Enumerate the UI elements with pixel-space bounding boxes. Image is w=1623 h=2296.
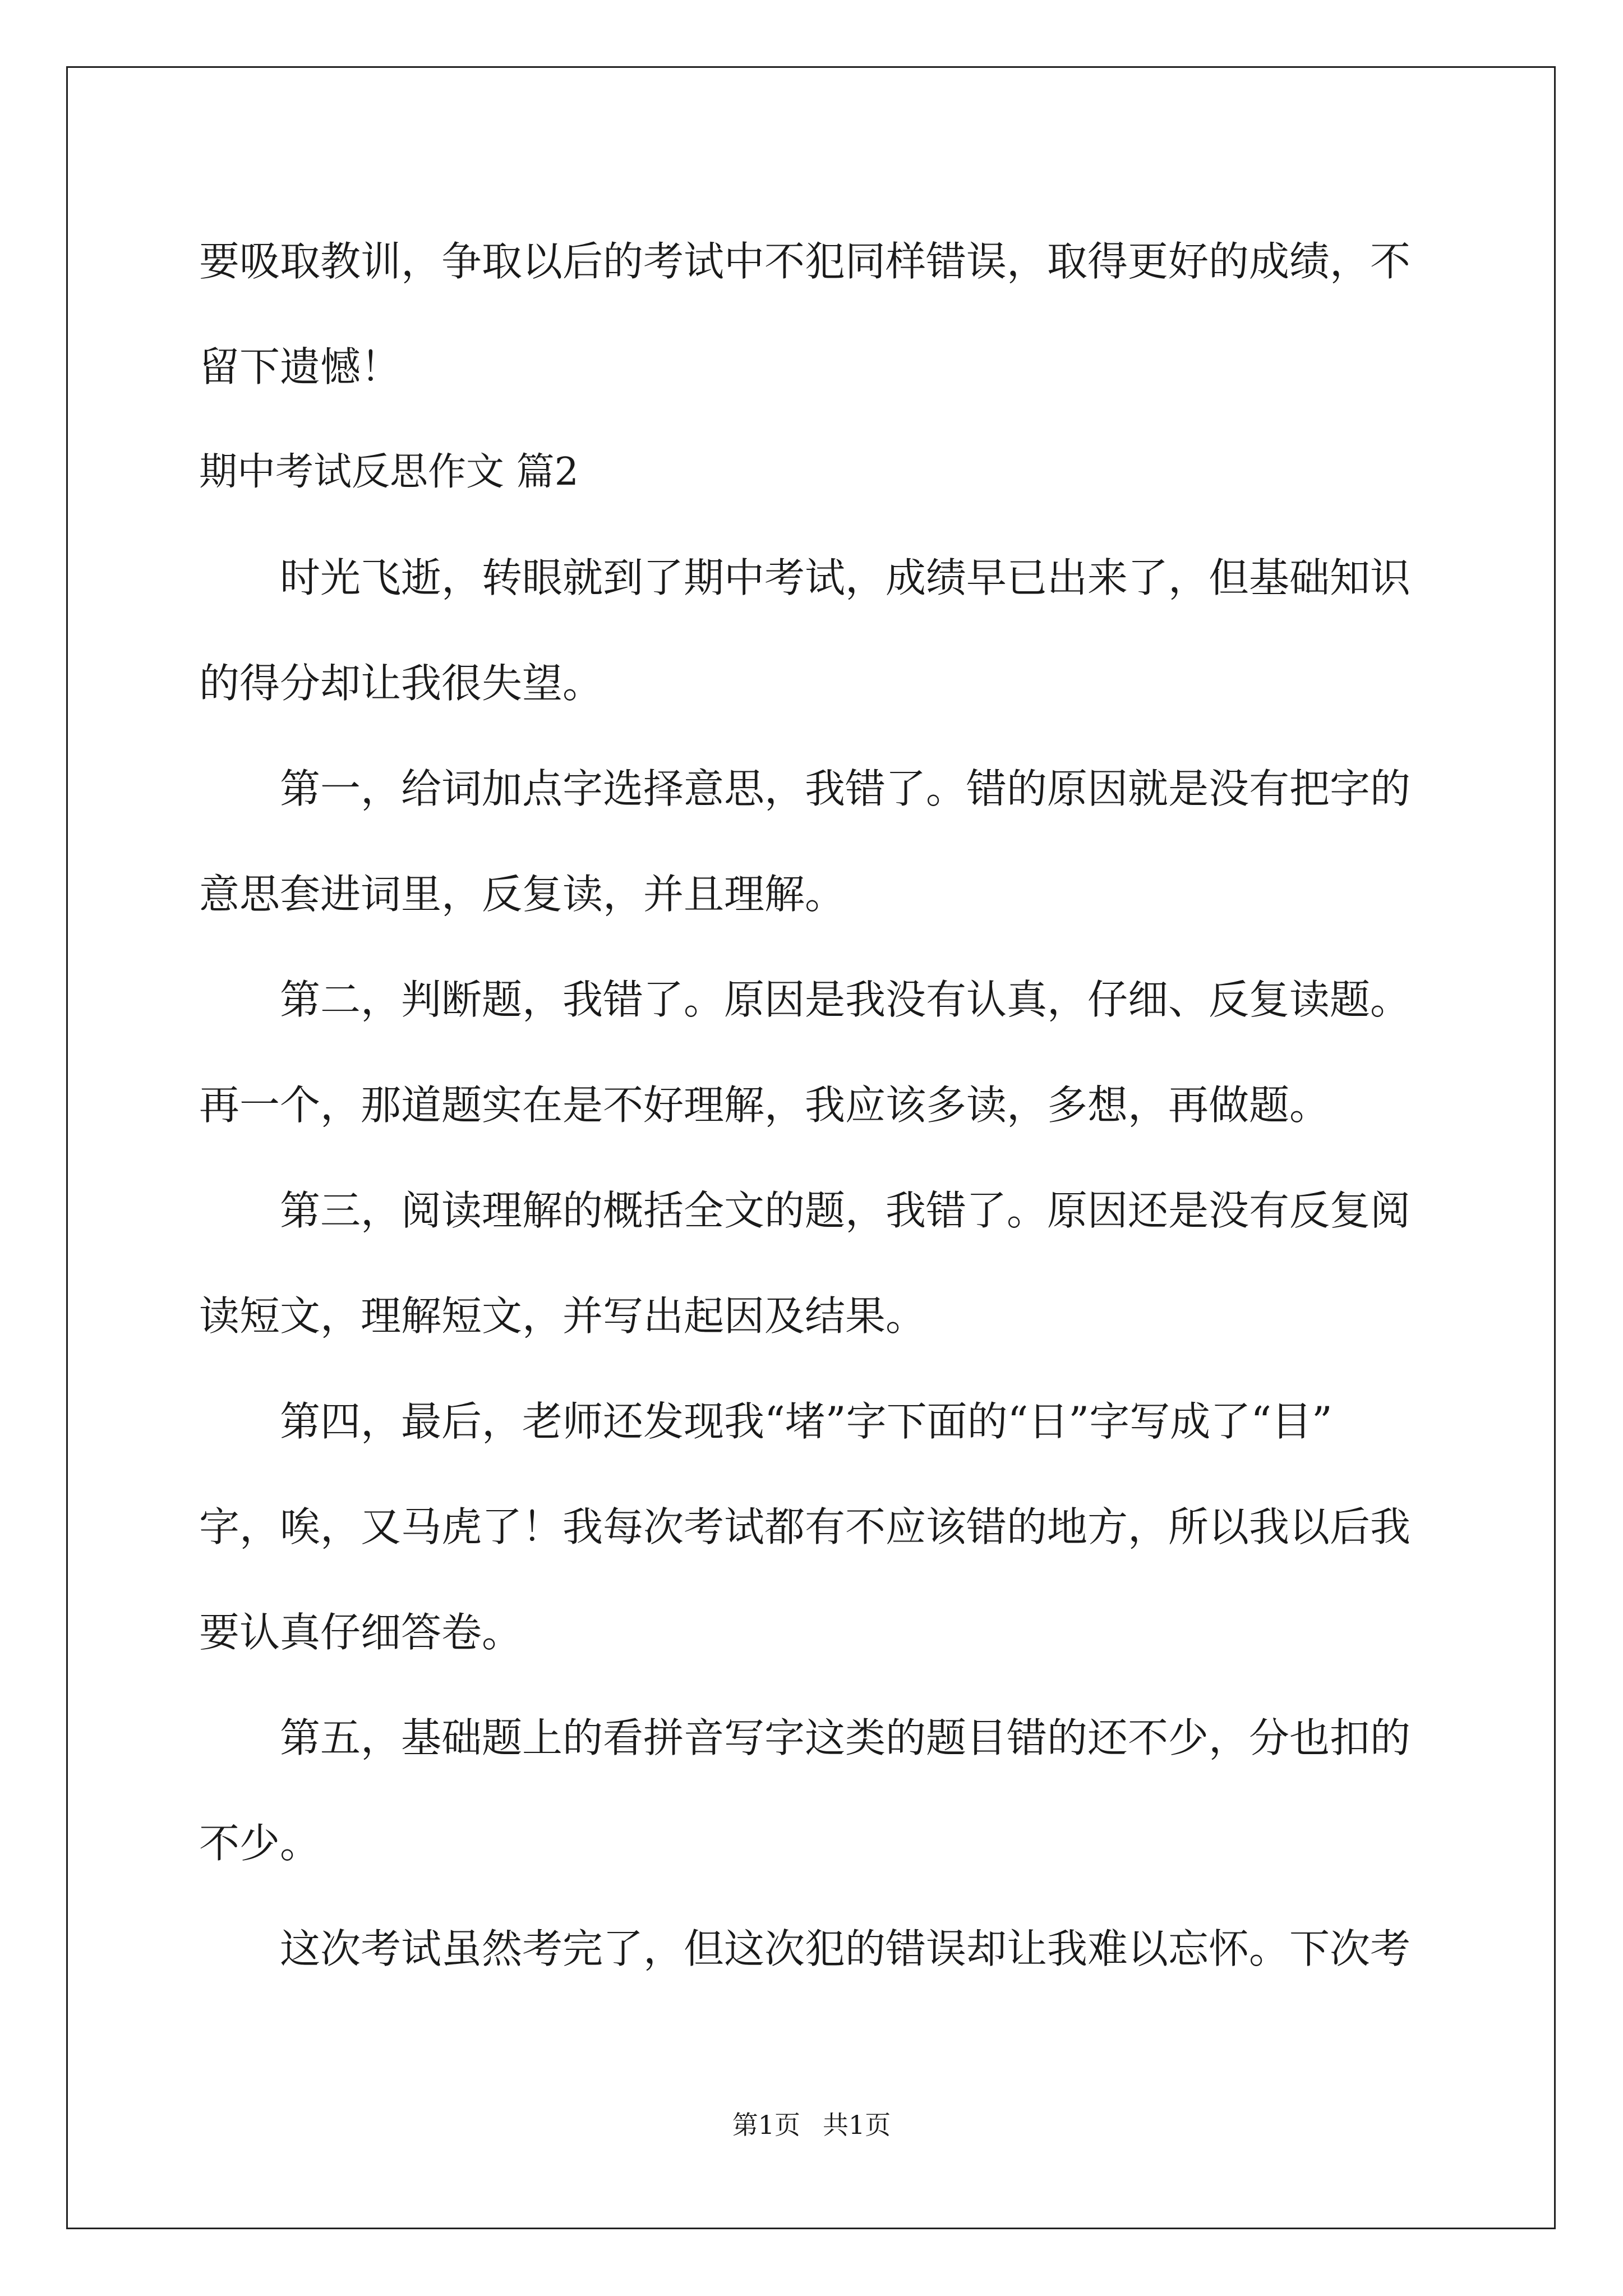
text-line-17: 这次考试虽然考完了，但这次犯的错误却让我难以忘怀。下次考 [280, 1925, 1411, 1972]
page-total: 共1页 [823, 2110, 891, 2140]
page-footer [0, 2108, 1623, 2142]
text-line-6: 第一，给词加点字选择意思，我错了。错的原因就是没有把字的 [280, 765, 1411, 812]
text-line-8: 第二，判断题，我错了。原因是我没有认真，仔细、反复读题。 [280, 976, 1411, 1023]
text-line-7: 意思套进词里，反复读，并且理解。 [199, 871, 846, 918]
text-line-14: 要认真仔细答卷。 [199, 1609, 523, 1656]
text-line-16: 不少。 [199, 1820, 321, 1867]
text-line-13: 字，唉，又马虎了！我每次考试都有不应该错的地方，所以我以后我 [199, 1503, 1411, 1550]
text-line-9: 再一个，那道题实在是不好理解，我应该多读，多想，再做题。 [199, 1082, 1330, 1129]
text-line-12: 第四，最后，老师还发现我“堵”字下面的“日”字写成了“目” [280, 1398, 1332, 1445]
text-line-11: 读短文，理解短文，并写出起因及结果。 [199, 1292, 926, 1340]
text-line-5: 的得分却让我很失望。 [199, 660, 603, 707]
document-body [199, 209, 1427, 2001]
text-line-15: 第五，基础题上的看拼音写字这类的题目错的还不少，分也扣的 [280, 1714, 1411, 1761]
page-number: 第1页 [732, 2110, 800, 2140]
text-line-1: 要吸取教训，争取以后的考试中不犯同样错误，取得更好的成绩，不 [199, 238, 1411, 285]
section-heading: 期中考试反思作文 篇2 [199, 450, 579, 494]
text-line-4: 时光飞逝，转眼就到了期中考试，成绩早已出来了，但基础知识 [280, 554, 1411, 601]
text-line-10: 第三，阅读理解的概括全文的题，我错了。原因还是没有反复阅 [280, 1187, 1411, 1234]
text-line-2: 留下遗憾！ [199, 343, 402, 390]
